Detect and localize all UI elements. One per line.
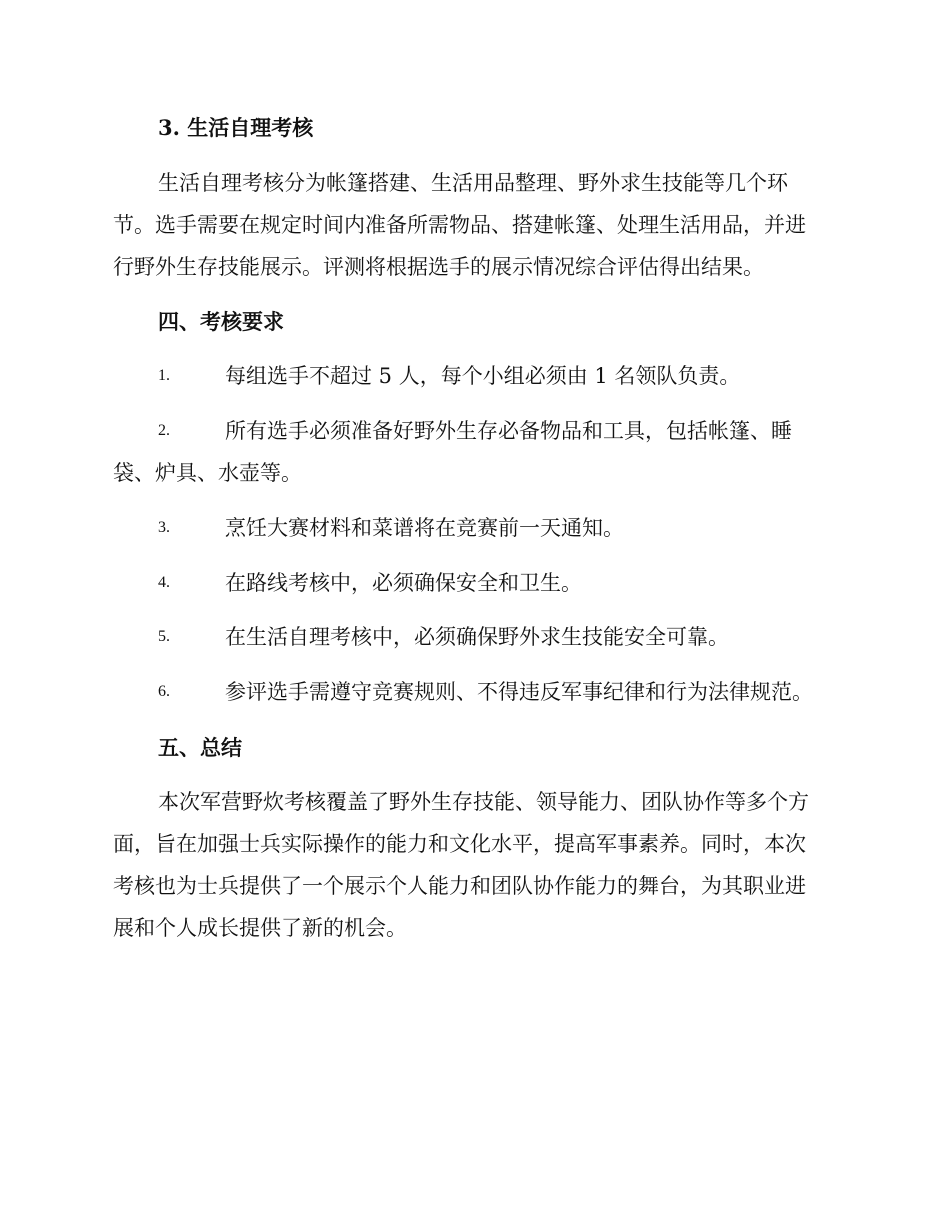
list-text: 在路线考核中，必须确保安全和卫生。 <box>225 571 582 595</box>
section-5-paragraph <box>113 781 833 949</box>
list-number: 5. <box>158 628 170 645</box>
list-text: 在生活自理考核中，必须确保野外求生技能安全可靠。 <box>225 625 729 649</box>
list-text: 参评选手需遵守竞赛规则、不得违反军事纪律和行为法律规范。 <box>225 680 813 704</box>
requirement-item-6 <box>113 671 838 713</box>
section-5-heading: 五、总结 <box>158 735 242 760</box>
paragraph-line: 行野外生存技能展示。评测将根据选手的展示情况综合评估得出结果。 <box>113 255 764 279</box>
section-3-heading: 3. 生活自理考核 <box>158 115 314 140</box>
list-text: 烹饪大赛材料和菜谱将在竞赛前一天通知。 <box>225 516 624 540</box>
list-number: 6. <box>158 683 170 700</box>
paragraph-line: 考核也为士兵提供了一个展示个人能力和团队协作能力的舞台，为其职业进 <box>113 874 806 898</box>
requirement-item-1 <box>113 355 838 397</box>
requirement-item-3 <box>113 507 838 549</box>
requirement-item-5 <box>113 616 838 658</box>
paragraph-line: 面，旨在加强士兵实际操作的能力和文化水平，提高军事素养。同时，本次 <box>113 832 806 856</box>
section-3-paragraph <box>113 162 833 288</box>
list-number: 3. <box>158 519 170 536</box>
list-text: 每组选手不超过 5 人，每个小组必须由 1 名领队负责。 <box>225 364 741 388</box>
paragraph-line: 节。选手需要在规定时间内准备所需物品、搭建帐篷、处理生活用品，并进 <box>113 213 806 237</box>
paragraph-line: 本次军营野炊考核覆盖了野外生存技能、领导能力、团队协作等多个方 <box>158 790 809 814</box>
requirement-item-2 <box>113 410 838 494</box>
section-4-heading: 四、考核要求 <box>158 309 284 334</box>
list-text-continuation: 袋、炉具、水壶等。 <box>113 461 302 485</box>
list-number: 4. <box>158 574 170 591</box>
list-number: 2. <box>158 422 170 439</box>
paragraph-line: 展和个人成长提供了新的机会。 <box>113 916 407 940</box>
paragraph-line: 生活自理考核分为帐篷搭建、生活用品整理、野外求生技能等几个环 <box>158 171 788 195</box>
list-number: 1. <box>158 367 170 384</box>
requirement-item-4 <box>113 562 838 604</box>
list-text: 所有选手必须准备好野外生存必备物品和工具，包括帐篷、睡 <box>225 419 792 443</box>
